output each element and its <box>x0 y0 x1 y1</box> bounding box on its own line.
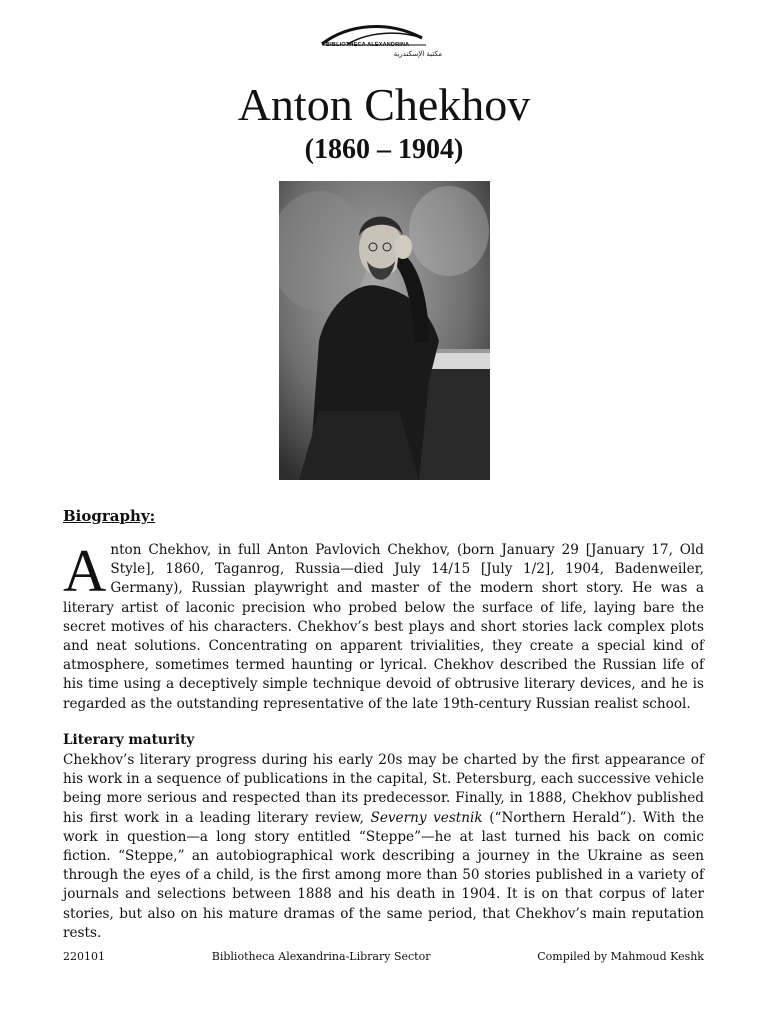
logo-text: BIBLIOTHECA ALEXANDRINA <box>326 42 410 48</box>
literary-maturity-heading: Literary maturity <box>63 732 195 748</box>
biography-heading: Biography: <box>63 507 156 525</box>
maturity-text-after: (“Northern Herald”). With the work in question—a long story entitled “Steppe”—he at last turned his back on comic fiction. “Steppe,” an autobiographical work describing a journey in the Ukraine as seen through the eyes of a child, is the first among more than 50 stories published in a variety of journals and selections between 1888 and his death in 1904. It is on that corpus of later stories, but also on his mature dramas of the same period, that Chekhov’s main reputation rests. <box>63 809 704 941</box>
maturity-text-before: Chekhov’s literary progress during his early 20s may be charted by the first appearance of his work in a sequence of publications in the capital, St. Petersburg, each successive vehicle being more serious and respected than its predecessor. Finally, in 1888, Chekhov published his first work in a leading literary review, <box>63 752 704 826</box>
biography-paragraph <box>63 538 704 714</box>
publication-title: Severny vestnik <box>370 809 483 826</box>
footer-compiler: Compiled by Mahmoud Keshk <box>537 950 704 963</box>
life-dates: (1860 – 1904) <box>304 134 464 165</box>
logo-arabic-text: مكتبة الإسكندرية <box>393 50 442 58</box>
page-footer <box>63 950 704 963</box>
page-title: Anton Chekhov <box>237 79 531 130</box>
footer-center: Bibliotheca Alexandrina-Library Sector <box>211 950 431 963</box>
literary-maturity-paragraph <box>63 751 704 943</box>
portrait-photo <box>279 181 490 480</box>
biography-text: nton Chekhov, in full Anton Pavlovich Chekhov, (born January 29 [January 17, Old Style], 1860, Taganrog, Russia—died July 14/15 [July 1/2], 1904, Badenweiler, Germany), Russian playwright and master of the modern short story. He was a literary artist of laconic precision who probed below the surface of life, laying bare the secret motives of his characters. Chekhov’s best plays and short stories lack complex plots and neat solutions. Concentrating on apparent trivialities, they create a special kind of atmosphere, sometimes termed haunting or lyrical. Chekhov described the Russian life of his time using a deceptively simple technique devoid of obtrusive literary devices, and he is regarded as the outstanding representative of the late 19th-century Russian realist school. <box>63 542 704 712</box>
footer-code: 220101 <box>63 950 105 963</box>
drop-cap: A <box>63 538 107 604</box>
